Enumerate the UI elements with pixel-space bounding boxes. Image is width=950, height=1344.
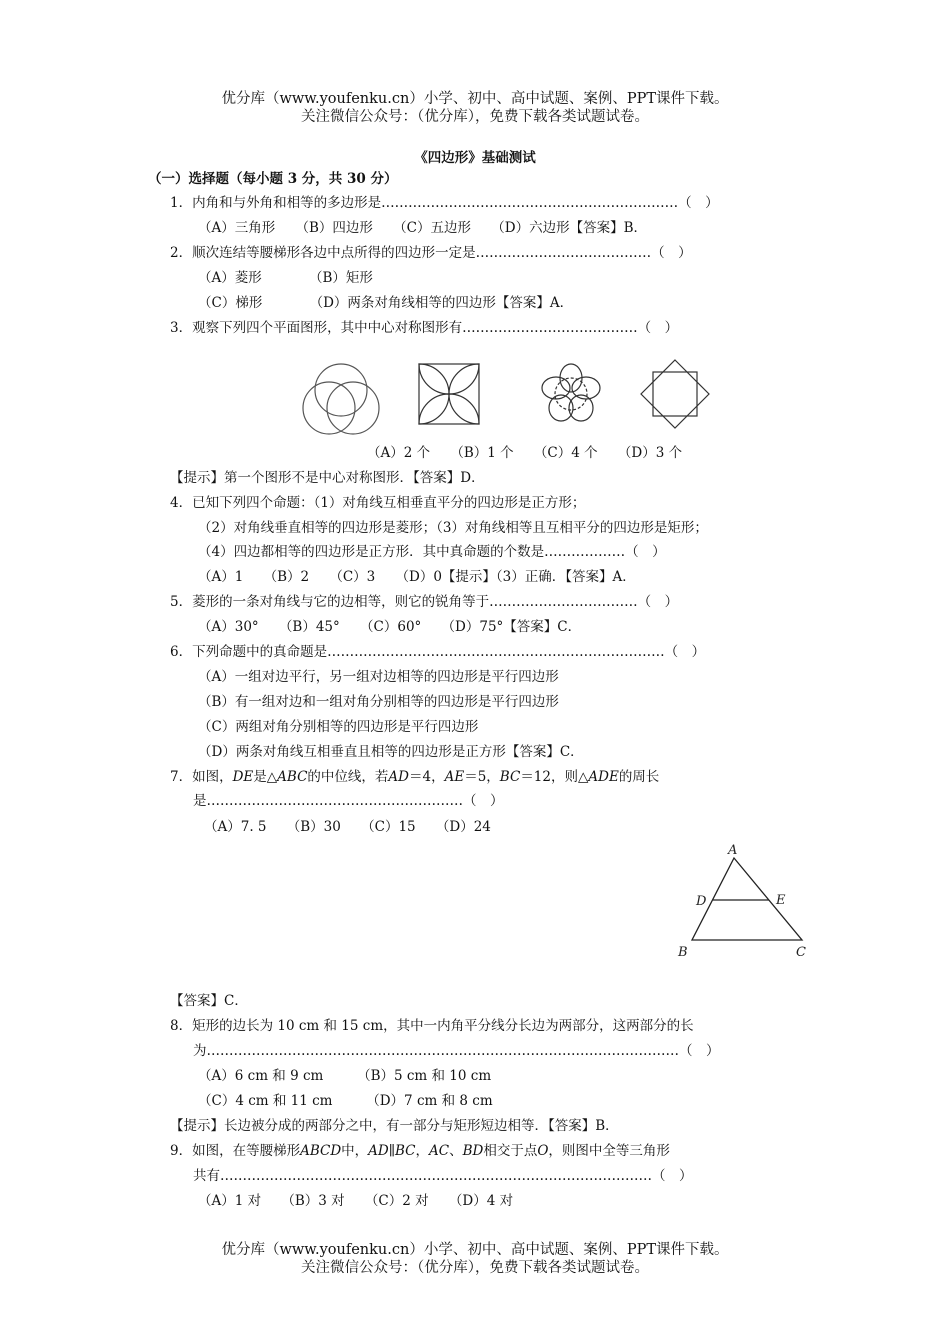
q7-triangle-figure [670, 838, 820, 966]
q6-option-b: （B）有一组对边和一组对角分别相等的四边形是平行四边形 [198, 694, 559, 710]
label-d: D [696, 894, 707, 909]
label-a: A [728, 843, 738, 858]
q9-options: （A）1 对 （B）3 对 （C）2 对 （D）4 对 [198, 1193, 514, 1209]
triangle-abc [692, 858, 802, 940]
footer-line-1: 优分库（www.youfenku.cn）小学、初中、高中试题、案例、PPT课件下载。 [221, 1242, 729, 1258]
q4-options: （A）1 （B）2 （C）3 （D）0【提示】（3）正确．【答案】A． [198, 569, 636, 585]
q6-option-a: （A）一组对边平行，另一组对边相等的四边形是平行四边形 [198, 669, 559, 685]
header-line-2: 关注微信公众号：（优分库），免费下载各类试题试卷。 [301, 109, 649, 125]
q8-options-row-2: （C）4 cm 和 11 cm （D）7 cm 和 8 cm [198, 1093, 493, 1109]
q3-figures [295, 350, 735, 442]
q9-line-2: 共有……………………………………………………………………………………（ ） [193, 1168, 693, 1184]
q2-stem: 2．顺次连结等腰梯形各边中点所得的四边形一定是…………………………………（ ） [170, 245, 692, 261]
footer-line-2: 关注微信公众号：（优分库），免费下载各类试题试卷。 [301, 1260, 649, 1276]
q4-line-2: （2）对角线垂直相等的四边形是菱形；（3）对角线相等且互相平分的四边形是矩形； [198, 520, 708, 536]
q7-stem: 7．如图，DE是△ABC的中位线，若AD＝4，AE＝5，BC＝12，则△ADE的周长 [170, 769, 660, 785]
q8-line-2: 为……………………………………………………………………………………………（ ） [193, 1043, 720, 1059]
label-e: E [776, 893, 786, 908]
q5-stem: 5．菱形的一条对角线与它的边相等，则它的锐角等于……………………………（ ） [170, 594, 679, 610]
q7-line-2: 是…………………………………………………（ ） [193, 793, 504, 809]
q3-figure-2-square-petals [419, 364, 479, 424]
label-c: C [796, 945, 806, 960]
q8-line-1: 8．矩形的边长为 10 cm 和 15 cm，其中一内角平分线分长边为两部分，这两部分的长 [170, 1018, 694, 1034]
q8-options-row-1: （A）6 cm 和 9 cm （B）5 cm 和 10 cm [198, 1068, 492, 1084]
label-b: B [678, 945, 688, 960]
q4-line-1: 4．已知下列四个命题：（1）对角线互相垂直平分的四边形是正方形； [170, 495, 586, 511]
q2-options-row-2: （C）梯形 （D）两条对角线相等的四边形【答案】A． [198, 295, 574, 311]
q3-options: （A）2 个 （B）1 个 （C）4 个 （D）3 个 [367, 445, 683, 461]
section-heading: （一）选择题（每小题 3 分，共 30 分） [148, 171, 398, 187]
q1-stem: 1．内角和与外角和相等的多边形是…………………………………………………………（ ） [170, 195, 719, 211]
q9-stem: 9．如图，在等腰梯形ABCD中，AD∥BC，AC、BD相交于点O，则图中全等三角形 [170, 1143, 670, 1159]
q6-option-d: （D）两条对角线互相垂直且相等的四边形是正方形【答案】C． [198, 744, 584, 760]
q1-options: （A）三角形 （B）四边形 （C）五边形 （D）六边形【答案】B． [198, 220, 647, 236]
q3-figure-3-flower [542, 364, 600, 421]
q3-stem: 3．观察下列四个平面图形，其中中心对称图形有…………………………………（ ） [170, 320, 679, 336]
q3-hint: 【提示】第一个图形不是中心对称图形．【答案】D． [170, 470, 485, 486]
q6-option-c: （C）两组对角分别相等的四边形是平行四边形 [198, 719, 479, 735]
q8-hint: 【提示】长边被分成的两部分之中，有一部分与矩形短边相等．【答案】B． [170, 1118, 619, 1134]
q5-options: （A）30° （B）45° （C）60° （D）75°【答案】C． [198, 619, 582, 635]
q3-figure-4-two-squares [641, 360, 709, 428]
header-line-1: 优分库（www.youfenku.cn）小学、初中、高中试题、案例、PPT课件下载。 [221, 91, 729, 107]
q6-stem: 6．下列命题中的真命题是…………………………………………………………………（ ） [170, 644, 706, 660]
q7-options: （A）7. 5 （B）30 （C）15 （D）24 [204, 819, 491, 835]
doc-title: 《四边形》基础测试 [414, 150, 536, 166]
q4-line-3: （4）四边都相等的四边形是正方形．其中真命题的个数是………………（ ） [198, 544, 666, 560]
q7-answer: 【答案】C． [170, 993, 248, 1009]
q2-options-row-1: （A）菱形 （B）矩形 [198, 270, 373, 286]
q3-figure-1-trefoil [303, 364, 379, 434]
